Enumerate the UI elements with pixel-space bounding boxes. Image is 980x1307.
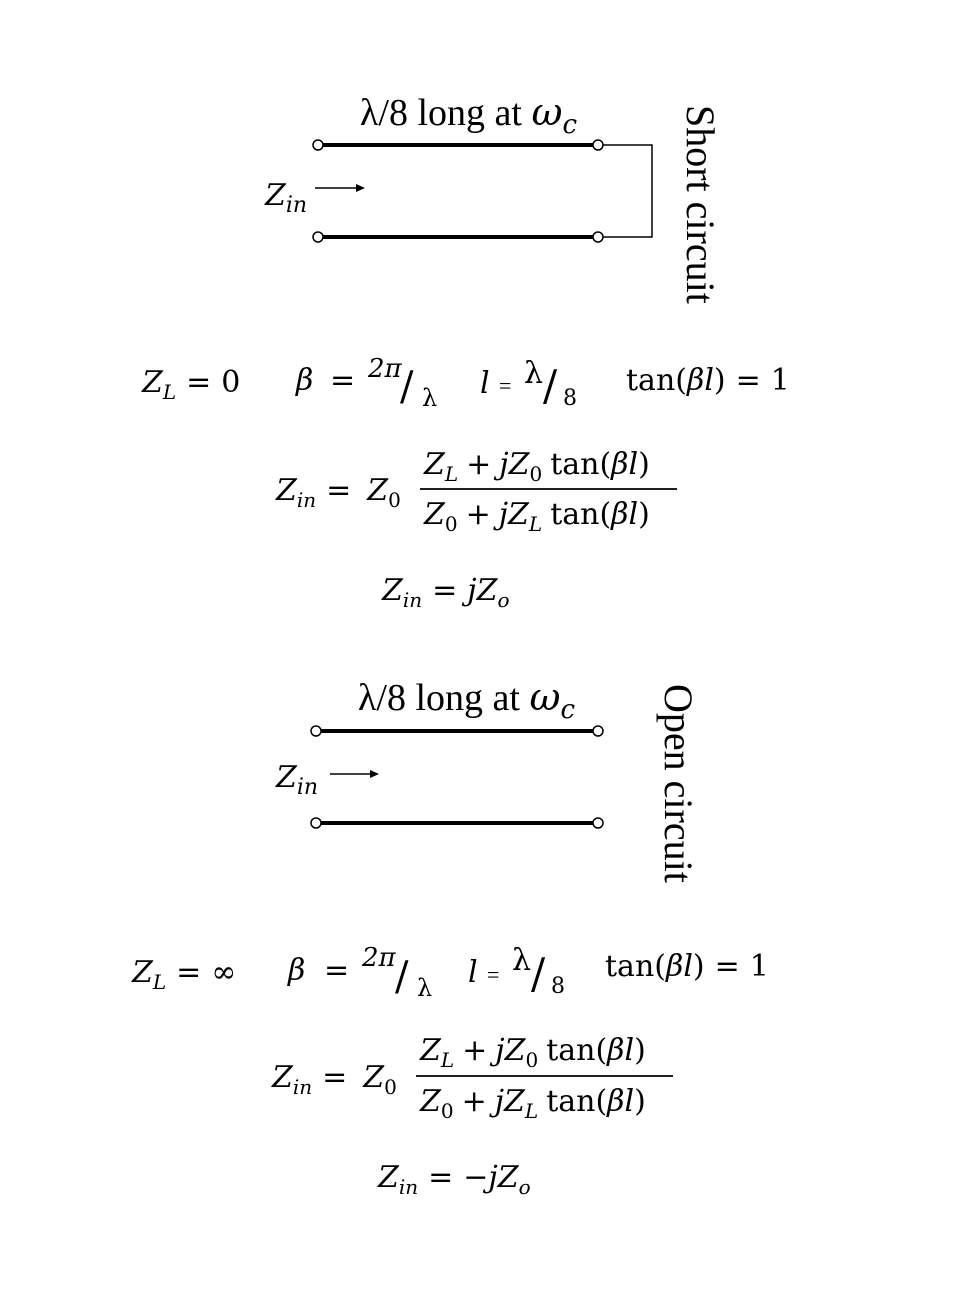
open-zin-formula <box>271 1033 673 1123</box>
short-length-symbol: l <box>480 366 490 401</box>
short-terminal-top-right <box>593 140 603 150</box>
open-beta-slash: / <box>395 954 409 1000</box>
short-circuit-wire <box>603 145 652 237</box>
open-length-numerator: λ <box>512 943 532 978</box>
open-zl-eq: $Z_L$ = ∞ <box>132 955 237 994</box>
short-circuit-label: Short circuit <box>678 105 723 304</box>
open-length-slash: / <box>531 949 546 998</box>
short-terminal-top-left <box>313 140 323 150</box>
open-zin-arrow-head <box>370 770 379 778</box>
short-zin-label: $Z_{in}$ <box>265 178 308 218</box>
open-terminal-bottom-right <box>593 818 603 828</box>
short-terminal-bottom-right <box>593 232 603 242</box>
open-length-symbol: l <box>468 955 478 990</box>
open-beta-numerator: 2π <box>362 943 396 973</box>
short-beta-slash: / <box>400 364 414 410</box>
short-zl-eq: $Z_L = 0$ <box>142 365 241 404</box>
open-circuit-section <box>275 675 701 883</box>
open-length-equals: = <box>487 962 500 987</box>
short-line-length-label: λ/8 long at $\omega_c$ <box>360 90 578 140</box>
open-line-length-label: λ/8 long at $\omega_c$ <box>358 675 576 725</box>
short-length-denominator: 8 <box>563 386 577 411</box>
short-formula-denominator: $Z_0 + jZ_L$ tan(βl) <box>424 497 650 536</box>
open-beta-denominator: λ <box>417 974 433 1002</box>
open-beta-symbol: β <box>288 953 306 988</box>
open-terminal-top-right <box>593 726 603 736</box>
open-parameters-row <box>131 943 769 1002</box>
open-zin-result: $Z_{in} = -jZ_o$ <box>378 1160 531 1199</box>
short-length-numerator: λ <box>524 356 544 391</box>
open-length-eq <box>468 943 565 999</box>
short-parameters-row <box>141 354 790 412</box>
open-terminal-bottom-left <box>311 818 321 828</box>
open-circuit-label: Open circuit <box>656 684 701 883</box>
open-beta-equals: = <box>324 953 350 988</box>
short-formula-lhs: $Z_{in} = Z_0$ <box>276 473 401 512</box>
short-zin-formula <box>275 447 677 536</box>
open-formula-numerator: $Z_L + jZ_0$ tan(βl) <box>420 1033 646 1072</box>
open-terminal-top-left <box>311 726 321 736</box>
short-tan-eq: tan(βl) = 1 <box>626 363 790 398</box>
short-length-slash: / <box>543 361 558 410</box>
open-tan-eq: tan(βl) = 1 <box>605 949 769 984</box>
short-zin-arrow-head <box>356 184 365 192</box>
short-circuit-section <box>264 90 723 304</box>
open-length-denominator: 8 <box>551 974 565 999</box>
open-beta-eq <box>287 943 432 1002</box>
short-beta-denominator: λ <box>422 384 438 412</box>
short-terminal-bottom-left <box>313 232 323 242</box>
open-formula-denominator: $Z_0 + jZ_L$ tan(βl) <box>420 1084 646 1123</box>
open-formula-lhs: $Z_{in} = Z_0$ <box>272 1060 397 1099</box>
short-formula-numerator: $Z_L + jZ_0$ tan(βl) <box>424 447 650 486</box>
short-beta-equals: = <box>330 363 356 398</box>
open-zin-label: $Z_{in}$ <box>276 760 319 800</box>
short-beta-eq <box>295 354 437 412</box>
short-length-eq <box>480 356 577 411</box>
short-beta-numerator: 2π <box>368 354 402 384</box>
short-beta-symbol: β <box>296 363 314 398</box>
short-length-equals: = <box>499 373 512 398</box>
short-zin-result: $Z_{in} = jZ_o$ <box>382 573 510 612</box>
